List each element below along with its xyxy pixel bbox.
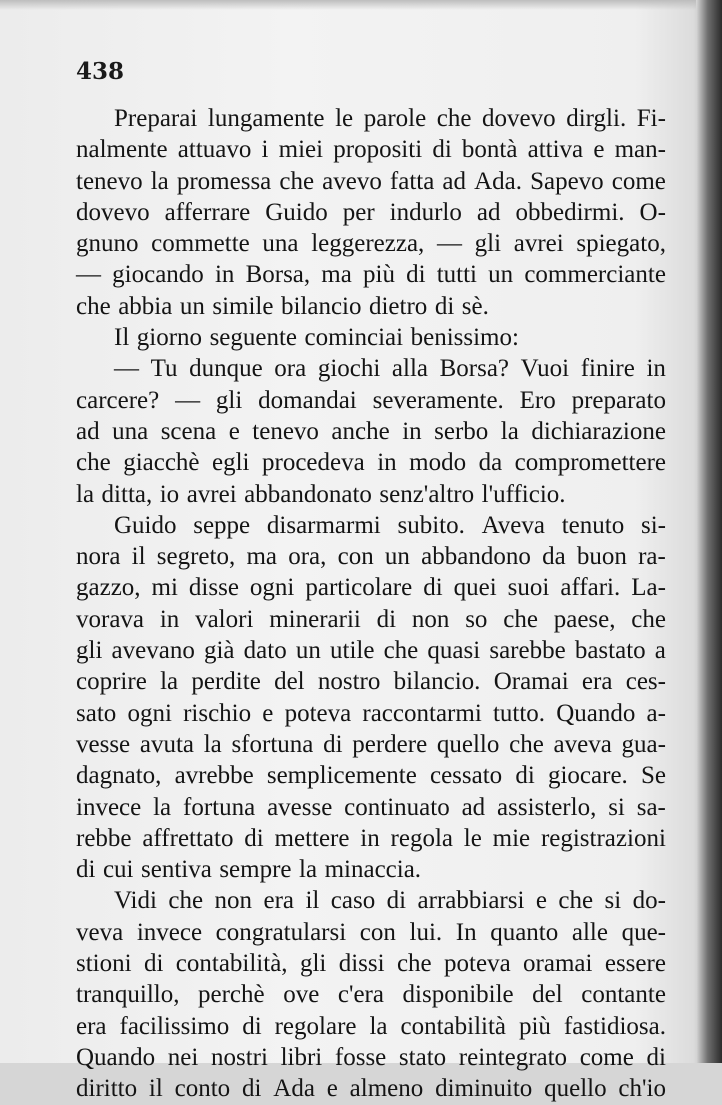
text-line: Il giorno seguente cominciai benissimo:: [114, 324, 519, 352]
text-line: tranquillo, perchè ove c'era disponibile del contante: [76, 981, 666, 1009]
text-line: che abbia un simile bilancio dietro di sè.: [76, 292, 489, 320]
top-edge-shadow: [0, 0, 722, 10]
text-line: Preparai lungamente le parole che dovevo dirgli. Fi-: [114, 105, 666, 132]
text-line: rebbe affrettato di mettere in regola le mie registrazioni: [76, 824, 666, 852]
text-line: stioni di contabilità, gli dissi che poteva oramai essere: [76, 950, 666, 978]
text-line: ad una scena e tenevo anche in serbo la dichiarazione: [76, 417, 666, 445]
text-line: Quando nei nostri libri fosse stato reintegrato come di: [76, 1043, 666, 1071]
body-text: [76, 103, 666, 1105]
text-line: veva invece congratularsi con lui. In quanto alle que-: [76, 918, 666, 946]
text-line: gnuno commette una leggerezza, — gli avrei spiegato,: [76, 230, 666, 258]
text-line: nalmente attuavo i miei propositi di bontà attiva e man-: [76, 136, 666, 164]
text-line: dovevo afferrare Guido per indurlo ad obbedirmi. O-: [76, 198, 666, 226]
text-line: — giocando in Borsa, ma più di tutti un commerciante: [76, 261, 666, 289]
text-line: dagnato, avrebbe semplicemente cessato di giocare. Se: [76, 762, 666, 790]
page-number: 438: [76, 58, 125, 85]
text-line: coprire la perdite del nostro bilancio. Oramai era ces-: [76, 668, 666, 696]
text-line: invece la fortuna avesse continuato ad assisterlo, si sa-: [76, 793, 666, 821]
text-line: era facilissimo di regolare la contabilità più fastidiosa.: [76, 1012, 666, 1040]
text-line: tenevo la promessa che avevo fatta ad Ada. Sapevo come: [76, 167, 666, 195]
page-binding-edge: [696, 0, 722, 1063]
text-line: gli avevano già dato un utile che quasi sarebbe bastato a: [76, 637, 666, 665]
text-line: che giacchè egli procedeva in modo da compromettere: [76, 449, 666, 477]
text-line: vesse avuta la sfortuna di perdere quello che aveva gua-: [76, 730, 666, 758]
text-line: Guido seppe disarmarmi subito. Aveva tenuto si-: [114, 511, 666, 539]
text-line: — Tu dunque ora giochi alla Borsa? Vuoi finire in: [114, 355, 666, 383]
text-line: diritto il conto di Ada e almeno diminuito quello ch'io: [76, 1075, 666, 1103]
text-line: di cui sentiva sempre la minaccia.: [76, 856, 422, 884]
text-line: nora il segreto, ma ora, con un abbandono da buon ra-: [76, 543, 666, 571]
text-line: gazzo, mi disse ogni particolare di quei suoi affari. La-: [76, 574, 666, 602]
text-line: la ditta, io avrei abbandonato senz'altro l'ufficio.: [76, 480, 566, 508]
text-line: sato ogni rischio e poteva raccontarmi tutto. Quando a-: [76, 699, 666, 727]
text-line: carcere? — gli domandai severamente. Ero preparato: [76, 386, 666, 414]
text-line: Vidi che non era il caso di arrabbiarsi e che si do-: [114, 887, 666, 915]
text-line: vorava in valori minerarii di non so che paese, che: [76, 605, 666, 633]
